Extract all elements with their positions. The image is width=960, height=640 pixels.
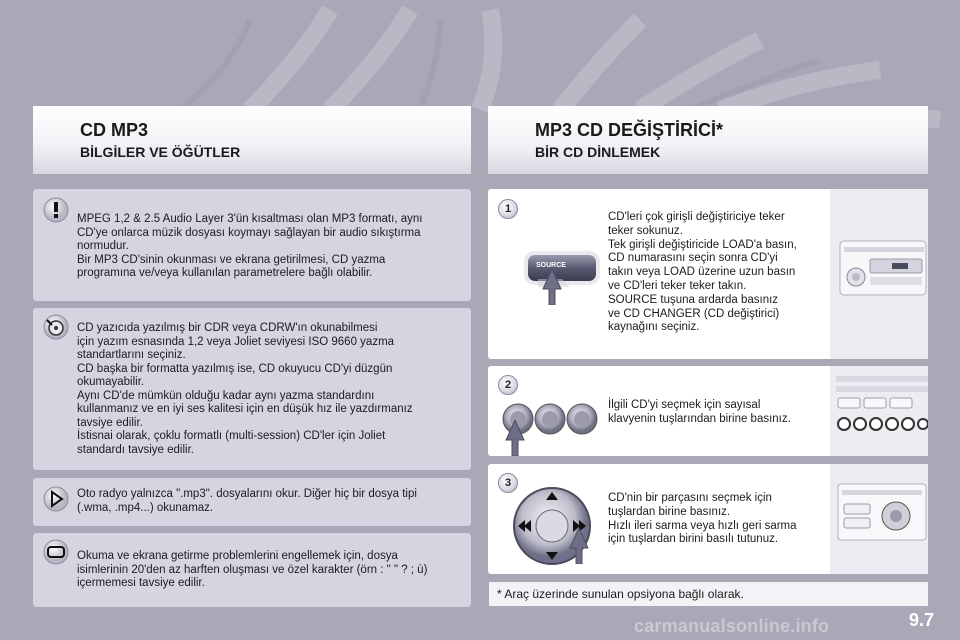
text-line: için tuşlardan birini basılı tutunuz. xyxy=(608,533,779,546)
text-line: CD'ye onlarca müzik dosyası koymayı sağlayan bir audio sıkıştırma xyxy=(77,226,421,239)
text-line: Tek girişli değiştiricide LOAD'a basın, xyxy=(608,238,797,251)
text-line: CD'nin bir parçasını seçmek için xyxy=(608,492,772,504)
text-line: isimlerinin 20'den az harften oluşması ve özel karakter (örn : " " ? ; ù) xyxy=(77,563,428,576)
text-line: Oto radyo yalnızca ".mp3". dosyalarını okur. Diğer hiç bir dosya tipi xyxy=(77,488,417,500)
right-header-title: MP3 CD DEĞİŞTİRİCİ* xyxy=(535,120,724,140)
text-line: standartlarını seçiniz. xyxy=(77,349,186,361)
text-line: takın veya LOAD üzerine uzun basın xyxy=(608,266,796,279)
footnote-text: * Araç üzerinde sunulan opsiyona bağlı olarak. xyxy=(497,587,744,601)
text-line: Bir MP3 CD'sinin okunması ve ekrana getirilmesi, CD yazma xyxy=(77,253,386,266)
text-line: tavsiye edilir. xyxy=(77,416,143,429)
text-line: ve CD'leri teker teker takın. xyxy=(608,279,747,292)
text-line: normudur. xyxy=(77,240,129,252)
cd-icon xyxy=(43,314,69,340)
text-line: içermemesi tavsiye edilir. xyxy=(77,577,205,589)
footnote xyxy=(489,582,928,606)
info-panel-cd-writing xyxy=(33,308,471,470)
info-panel-mp3-format xyxy=(33,189,471,301)
step-panel-2 xyxy=(488,366,928,456)
text-line: CD'leri çok girişli değiştiriciye teker xyxy=(608,211,785,223)
info-panel-file-types xyxy=(33,478,471,526)
press-arrow-icon xyxy=(504,420,526,456)
screen-icon xyxy=(43,539,69,565)
text-line: Hızlı ileri sarma veya hızlı geri sarma xyxy=(608,519,797,532)
play-icon xyxy=(43,486,69,512)
text-line: ve CD CHANGER (CD değiştirici) xyxy=(608,307,780,320)
step-number: 2 xyxy=(498,375,518,395)
step-number: 1 xyxy=(498,199,518,219)
left-header-subtitle: BİLGİLER VE ÖĞÜTLER xyxy=(80,144,241,160)
text-line: tuşlardan birine basınız. xyxy=(608,505,731,518)
left-header-title: CD MP3 xyxy=(80,120,149,140)
press-arrow-icon xyxy=(568,528,590,564)
text-line: klavyenin tuşlarından birine basınız. xyxy=(608,412,791,425)
text-line: İlgili CD'yi seçmek için sayısal xyxy=(608,399,761,411)
text-line: İstisnai olarak, çoklu formatlı (multi-session) CD'ler için Joliet xyxy=(77,430,386,442)
page-number: 9.7 xyxy=(908,610,934,630)
right-header-subtitle: BİR CD DİNLEMEK xyxy=(535,144,661,160)
step-panel-1 xyxy=(488,189,928,359)
text-line: SOURCE tuşuna ardarda basınız xyxy=(608,293,779,306)
radio-unit-image xyxy=(830,464,928,574)
text-line: programına ve/veya kullanılan parametrelere bağlı olabilir. xyxy=(77,267,373,279)
radio-unit-image xyxy=(830,189,928,359)
text-line: CD başka bir formatta yazılmış ise, CD okuyucu CD'yi düzgün xyxy=(77,362,393,375)
text-line: teker sokunuz. xyxy=(608,224,683,237)
text-line: için yazım esnasında 1,2 veya Joliet seviyesi ISO 9660 yazma xyxy=(77,335,395,348)
text-line: standardı tavsiye edilir. xyxy=(77,443,194,456)
text-line: MPEG 1,2 & 2.5 Audio Layer 3'ün kısaltması olan MP3 formatı, aynı xyxy=(77,213,423,225)
text-line: okumayabilir. xyxy=(77,376,145,388)
source-button-label: SOURCE xyxy=(536,262,566,269)
text-line: CD numarasını seçin sonra CD'yi xyxy=(608,252,778,265)
text-line: kullanmanız ve en iyi ses kalitesi için en düşük hız ile yazdırmanız xyxy=(77,403,413,415)
source-button-illustration xyxy=(518,247,608,305)
right-header xyxy=(488,106,928,174)
warning-icon xyxy=(43,197,69,223)
text-line: Okuma ve ekrana getirme problemlerini engellemek için, dosya xyxy=(77,550,398,562)
left-header xyxy=(33,106,471,174)
step-number: 3 xyxy=(498,473,518,493)
step-panel-3 xyxy=(488,464,928,574)
text-line: Aynı CD'de mümkün olduğu kadar aynı yazma standardını xyxy=(77,389,375,402)
text-line: (.wma, .mp4...) okunamaz. xyxy=(77,501,214,514)
text-line: CD yazıcıda yazılmış bir CDR veya CDRW'ın okunabilmesi xyxy=(77,322,378,334)
press-arrow-icon xyxy=(541,269,563,305)
watermark: carmanualsonline.info xyxy=(634,616,830,636)
info-panel-file-names xyxy=(33,533,471,607)
text-line: kaynağını seçiniz. xyxy=(608,321,700,334)
radio-unit-image xyxy=(830,366,928,456)
